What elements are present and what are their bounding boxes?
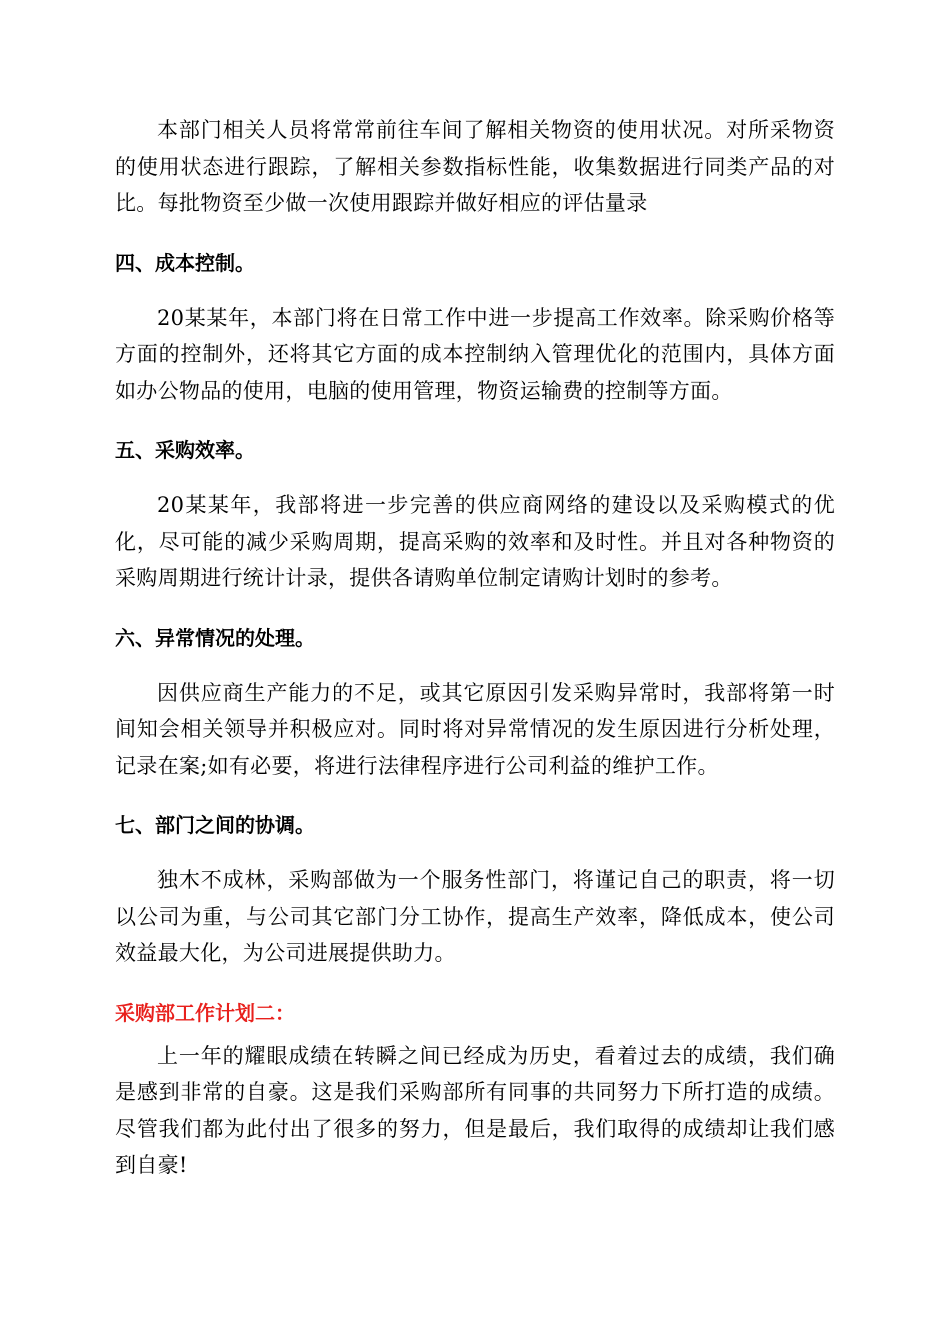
- heading-cost-control: 四、成本控制。: [115, 250, 255, 275]
- heading-purchase-efficiency: 五、采购效率。: [115, 438, 255, 462]
- heading-department-coordination: 七、部门之间的协调。: [115, 813, 315, 837]
- paragraph-department-coordination: 独木不成林，采购部做为一个服务性部门，将谨记自己的职责，将一切以公司为重，与公司其它部门分工协作，提高生产效率，降低成本，使公司效益最大化，为公司进展提供助力。: [115, 868, 835, 965]
- paragraph-exception-handling: 因供应商生产能力的不足，或其它原因引发采购异常时，我部将第一时间知会相关领导并积极应对。同时将对异常情况的发生原因进行分析处理，记录在案;如有必要，将进行法律程序进行公司利益的维护工作。: [115, 680, 835, 778]
- heading-exception-handling: 六、异常情况的处理。: [115, 625, 315, 650]
- paragraph-plan-two: 上一年的耀眼成绩在转瞬之间已经成为历史，看着过去的成绩，我们确是感到非常的自豪。这是我们采购部所有同事的共同努力下所打造的成绩。尽管我们都为此付出了很多的努力，但是最后，我们取得的成绩却让我们感到自豪!: [115, 1043, 835, 1177]
- paragraph-cost-control: 20某某年，本部门将在日常工作中进一步提高工作效率。除采购价格等方面的控制外，还将其它方面的成本控制纳入管理优化的范围内，具体方面如办公物品的使用，电脑的使用管理，物资运输费的控制等方面。: [115, 305, 835, 403]
- document-page: [115, 112, 835, 1184]
- paragraph-purchase-efficiency: 20某某年，我部将进一步完善的供应商网络的建设以及采购模式的优化，尽可能的减少采购周期，提高采购的效率和及时性。并且对各种物资的采购周期进行统计计录，提供各请购单位制定请购计划时的参考。: [115, 493, 835, 590]
- heading-plan-two: 采购部工作计划二：: [115, 1000, 295, 1025]
- paragraph-usage-tracking: 本部门相关人员将常常前往车间了解相关物资的使用状况。对所采物资的使用状态进行跟踪，了解相关参数指标性能，收集数据进行同类产品的对比。每批物资至少做一次使用跟踪并做好相应的评估量录: [115, 118, 835, 215]
